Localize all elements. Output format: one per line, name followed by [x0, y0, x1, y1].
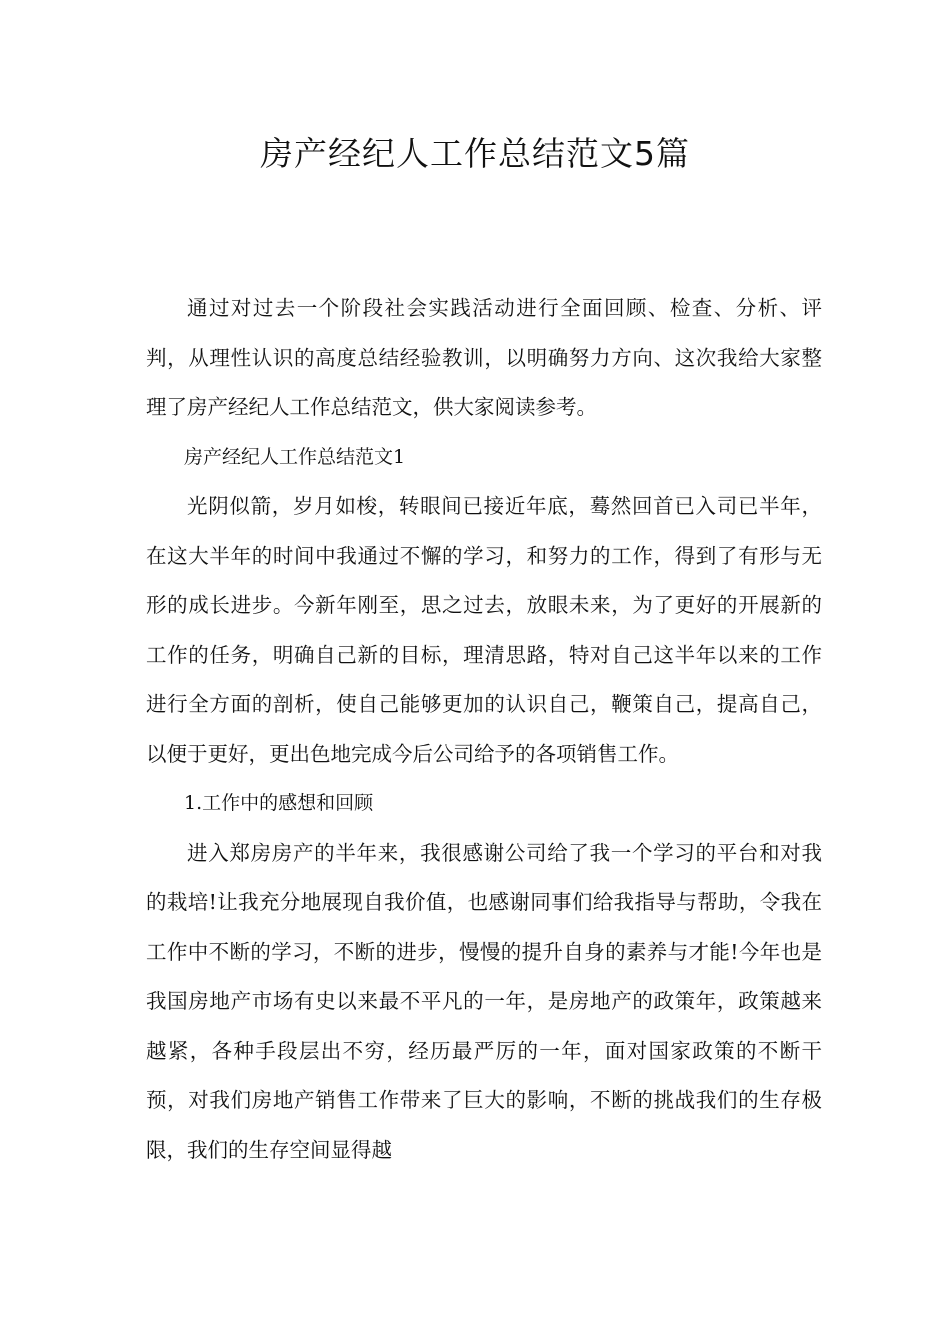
- subheading-1: 1.工作中的感想和回顾: [184, 792, 374, 814]
- paragraph-1: 光阴似箭，岁月如梭，转眼间已接近年底，蓦然回首已入司已半年，在这大半年的时间中我通过不懈的学习，和努力的工作，得到了有形与无形的成长进步。今新年刚至，思之过去，放眼未来，为了更好的开展新的工作的任务，明确自己新的目标，理清思路，特对自己这半年以来的工作进行全方面的剖析，使自己能够更加的认识自己，鞭策自己，提高自己，以便于更好，更出色地完成今后公司给予的各项销售工作。: [146, 494, 822, 766]
- intro-paragraph: 通过对过去一个阶段社会实践活动进行全面回顾、检查、分析、评判，从理性认识的高度总结经验教训，以明确努力方向、这次我给大家整理了房产经纪人工作总结范文，供大家阅读参考。: [146, 296, 822, 419]
- paragraph-2: 进入郑房房产的半年来，我很感谢公司给了我一个学习的平台和对我的栽培!让我充分地展现自我价值，也感谢同事们给我指导与帮助，令我在工作中不断的学习，不断的进步，慢慢的提升自身的素养与才能!今年也是我国房地产市场有史以来最不平凡的一年，是房地产的政策年，政策越来越紧，各种手段层出不穷，经历最严厉的一年，面对国家政策的不断干预，对我们房地产销售工作带来了巨大的影响，不断的挑战我们的生存极限，我们的生存空间显得越: [146, 840, 822, 1162]
- document-title: 房产经纪人工作总结范文5篇: [260, 134, 690, 173]
- document-body: [146, 284, 822, 1175]
- section-title: 房产经纪人工作总结范文1: [184, 445, 406, 468]
